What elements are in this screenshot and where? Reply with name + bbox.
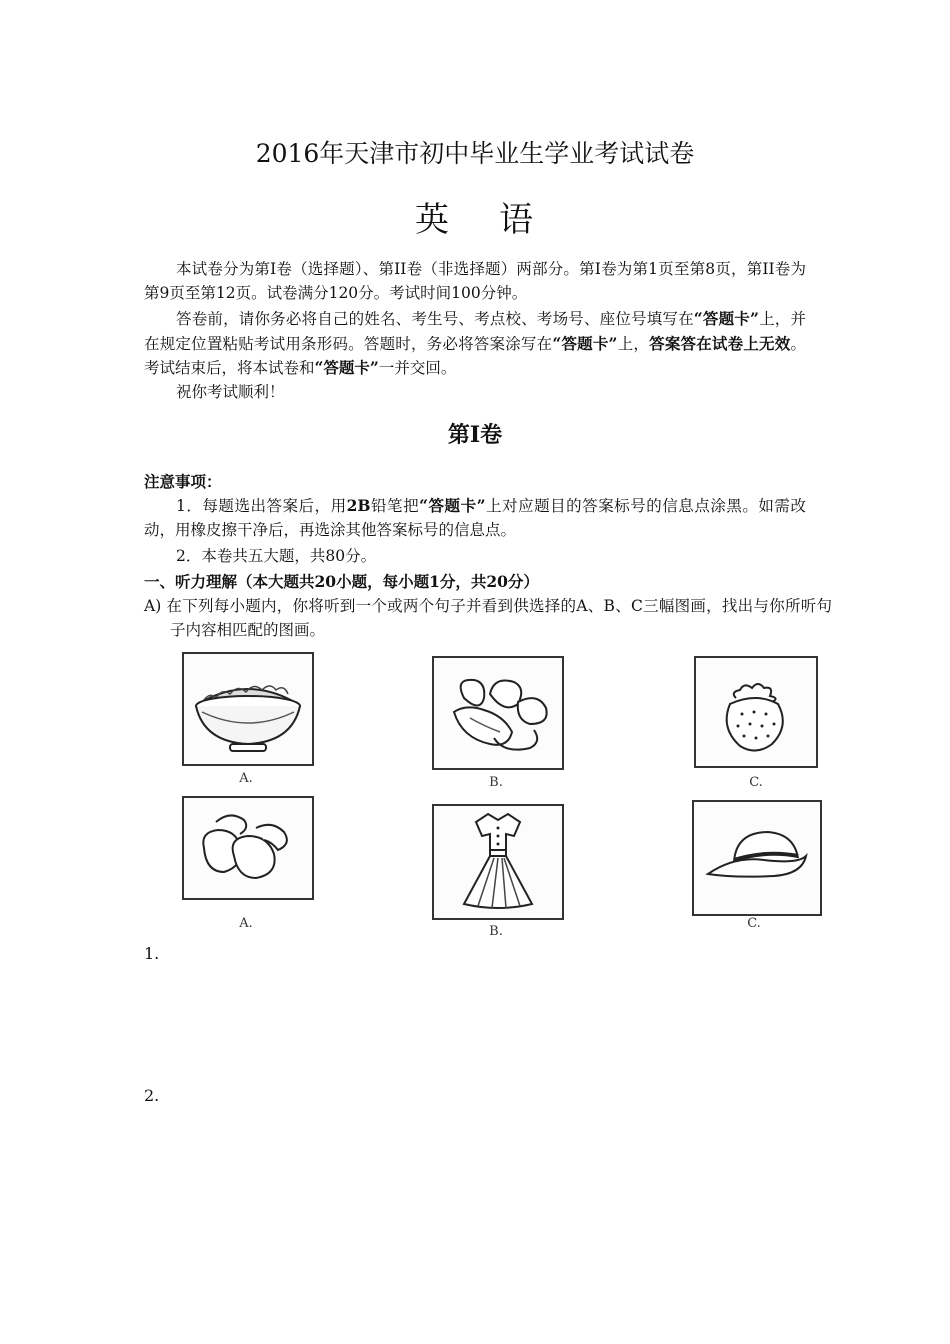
intro-paragraph-2: [144, 307, 806, 381]
notice-text: 上对应题目的答案标号的信息点涂黑。如需改动，用橡皮擦干净后，再选涂其他答案标号的信息点。: [144, 497, 806, 539]
subject-char-1: 英: [415, 200, 451, 240]
rice-bowl-icon: [184, 654, 312, 764]
notice-text: 1．每题选出答案后，用: [176, 497, 347, 515]
exam-title: 2016年天津市初中毕业生学业考试试卷: [255, 139, 695, 168]
good-luck-line: 祝你考试顺利！: [176, 383, 285, 401]
question-1-number: 1.: [144, 944, 160, 963]
picture-row-2: [176, 796, 816, 942]
subject-title: [0, 192, 950, 241]
answer-card-term: “答题卡”: [419, 496, 486, 515]
section-title: 第I卷: [447, 422, 503, 448]
intro-text: 上，: [617, 334, 650, 353]
caption-a: A.: [239, 771, 253, 786]
picture-option-c: [694, 656, 818, 768]
strawberry-icon: [696, 658, 816, 766]
notice-item-2: 2．本卷共五大题，共80分。: [176, 547, 377, 565]
notice-item-1: [144, 494, 806, 542]
caption-a: A.: [239, 916, 253, 931]
picture-option-a: [182, 796, 314, 900]
intro-text: 上，并在规定位置粘贴考试用条形码。答题时，务必将答案涂写在: [144, 310, 806, 353]
picture-option-b: [432, 656, 564, 770]
caption-b: B.: [489, 924, 503, 939]
caption-c: C.: [747, 916, 761, 931]
part-a-instructions: A) 在下列每小题内，你将听到一个或两个句子并看到供选择的A、B、C三幅图画，找出与你所听句子内容相匹配的图画。: [144, 597, 832, 639]
answer-card-term: “答题卡”: [693, 309, 759, 328]
caption-c: C.: [749, 775, 763, 790]
pencil-type: 2B: [346, 496, 371, 515]
dress-icon: [434, 806, 562, 918]
answer-card-term: “答题卡”: [552, 333, 618, 353]
hat-icon: [694, 802, 820, 914]
intro-text: 。考试结束后，将本试卷和: [144, 334, 806, 377]
caption-b: B.: [489, 775, 503, 790]
gloves-icon: [184, 798, 312, 898]
picture-option-a: [182, 652, 314, 766]
invalid-answer-warning: 答案答在试卷上无效: [649, 333, 791, 353]
notice-label: 注意事项：: [144, 472, 222, 491]
subject-char-2: 语: [499, 200, 535, 240]
intro-text: 一并交回。: [378, 359, 457, 377]
intro-paragraph-1: 本试卷分为第I卷（选择题）、第II卷（非选择题）两部分。第I卷为第1页至第8页，第II卷为第9页至第12页。试卷满分120分。考试时间100分钟。: [144, 260, 806, 302]
answer-card-term: “答题卡”: [314, 358, 379, 377]
picture-option-b: [432, 804, 564, 920]
part1-title: 一、听力理解（本大题共20小题，每小题1分，共20分）: [144, 572, 539, 591]
picture-option-c: [692, 800, 822, 916]
intro-text: 答卷前，请你务必将自己的姓名、考生号、考点校、考场号、座位号填写在: [176, 310, 694, 328]
question-2-number: 2.: [144, 1086, 160, 1105]
notice-text: 铅笔把: [370, 497, 420, 515]
cabbage-icon: [434, 658, 562, 768]
picture-row-1: [176, 648, 816, 798]
